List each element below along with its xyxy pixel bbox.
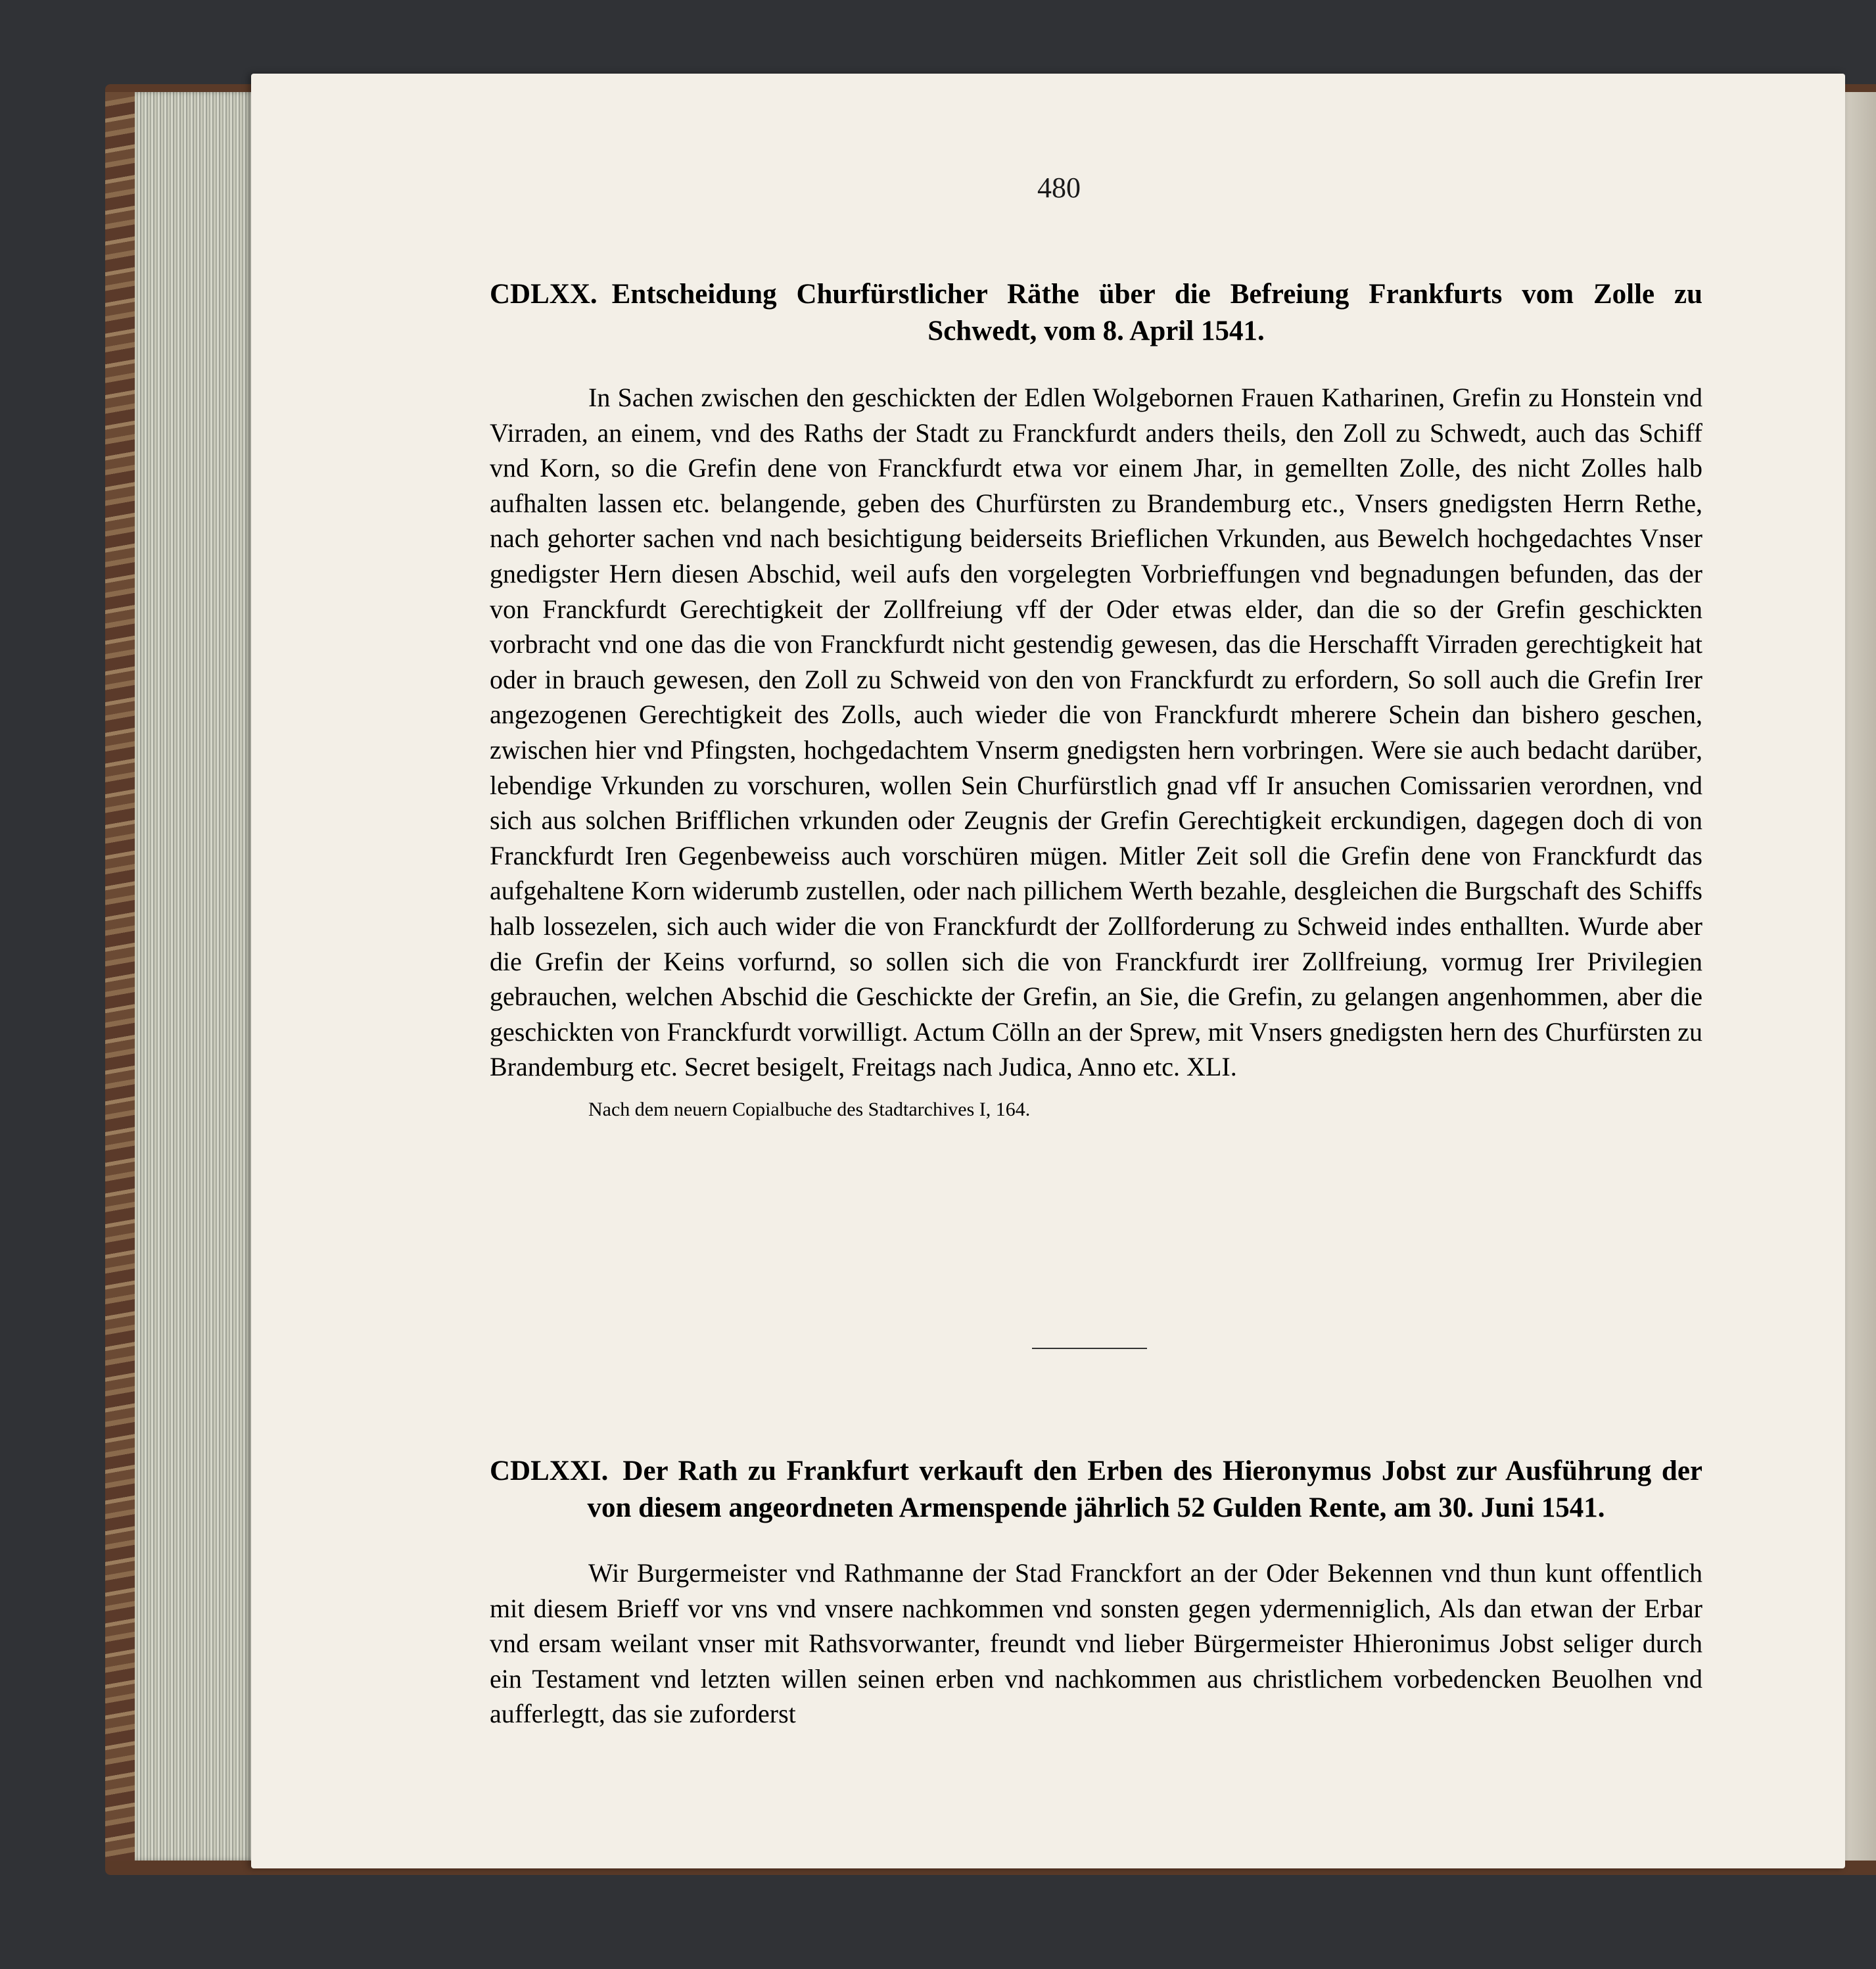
page-edges-right <box>1841 92 1876 1861</box>
document-title-1: Entscheidung Churfürstlicher Räthe über die Befreiung Frankfurts vom Zolle zu Schwedt, vom 8. April 1541. <box>611 279 1702 346</box>
document-body-1-container <box>490 380 1702 1123</box>
document-title-2: Der Rath zu Frankfurt verkauft den Erben des Hieronymus Jobst zur Ausführung der von diesem angeordneten Armenspende jährlich 52 Gulden Rente, am 30. Juni 1541. <box>587 1456 1702 1523</box>
section-divider <box>1032 1348 1147 1349</box>
page-number: 480 <box>1037 172 1081 204</box>
page-edges-left <box>135 92 260 1861</box>
document-heading-1 <box>490 276 1702 350</box>
document-number-2: CDLXXI. <box>490 1456 609 1486</box>
document-body-2: Wir Burgermeister vnd Rathmanne der Stad Franckfort an der Oder Bekennen vnd thun kunt offentlich mit diesem Brieff vor vns vnd vnsere nachkommen vnd sonsten gegen ydermenniglich, Als dan etwan der Erbar vnd ersam weilant vnser mit Rathsvorwanter, freundt vnd lieber Bürgermeister Hhieronimus Jobst seliger durch ein Testament vnd letzten willen seinen erben vnd nachkommen aus christlichem vorbedencken Beuolhen vnd aufferlegtt, das sie zuforderst <box>490 1558 1702 1729</box>
document-body-1: In Sachen zwischen den geschickten der Edlen Wolgebornen Frauen Katharinen, Grefin zu Honstein vnd Virraden, an einem, vnd des Raths der Stadt zu Franckfurdt anders theils, den Zoll zu Schwedt, auch das Schiff vnd Korn, so die Grefin dene von Franckfurdt etwa vor einem Jhar, in gemellten Zolle, des nicht Zolles halb aufhalten lassen etc. belangende, geben des Churfürsten zu Brandemburg etc., Vnsers gnedigsten Herrn Rethe, nach gehorter sachen vnd nach besichtigung beiderseits Brieflichen Vrkunden, aus Bewelch hochgedachtes Vnser gnedigster Hern diesen Abschid, weil aufs den vorgelegten Vorbrieffungen vnd begnadungen befunden, das der von Franckfurdt Gerechtigkeit der Zollfreiung vff der Oder etwas elder, dan die so der Grefin geschickten vorbracht vnd one das die von Franckfurdt nicht gestendig gewesen, das die Herschafft Virraden gerechtigkeit hat oder in brauch gewesen, den Zoll zu Schweid von den von Franckfurdt zu erfordern, So soll auch die Grefin Irer angezogenen Gerechtigkeit des Zolls, auch wieder die von Franckfurdt mherere Schein dan bishero geschen, zwischen hier vnd Pfingsten, hochgedachtem Vnserm gnedigsten hern vorbringen. Were sie auch bedacht darüber, lebendige Vrkunden zu vorschuren, wollen Sein Churfürstlich gnad vff Ir ansuchen Comissarien verordnen, vnd sich aus solchen Brifflichen vrkunden oder Zeugnis der Grefin Gerechtigkeit erckundigen, dagegen doch di von Franckfurdt Iren Gegenbeweiss auch vorschüren mügen. Mitler Zeit soll die Grefin dene von Franckfurdt das aufgehaltene Korn widerumb zustellen, oder nach pillichem Werth bezahle, desgleichen die Burgschaft des Schiffs halb lossezelen, sich auch wider die von Franckfurdt der Zollforderung zu Schweid indes enthallten. Wurde aber die Grefin der Keins vorfurnd, so sollen sich die von Franckfurdt irer Zollfreiung, vormug Irer Privilegien gebrauchen, welchen Abschid die Geschickte der Grefin, an Sie, die Grefin, zu gelangen angenhommen, aber die geschickten von Franckfurdt vorwilligt. Actum Cölln an der Sprew, mit Vnsers gnedigsten hern des Churfürsten zu Brandemburg etc. Secret besigelt, Freitags nach Judica, Anno etc. XLI. <box>490 383 1702 1082</box>
document-number-1: CDLXX. <box>490 279 598 310</box>
document-body-2-container <box>490 1555 1702 1732</box>
document-heading-2 <box>490 1453 1702 1527</box>
source-note-1: Nach dem neuern Copialbuche des Stadtarchives I, 164. <box>588 1098 1031 1120</box>
